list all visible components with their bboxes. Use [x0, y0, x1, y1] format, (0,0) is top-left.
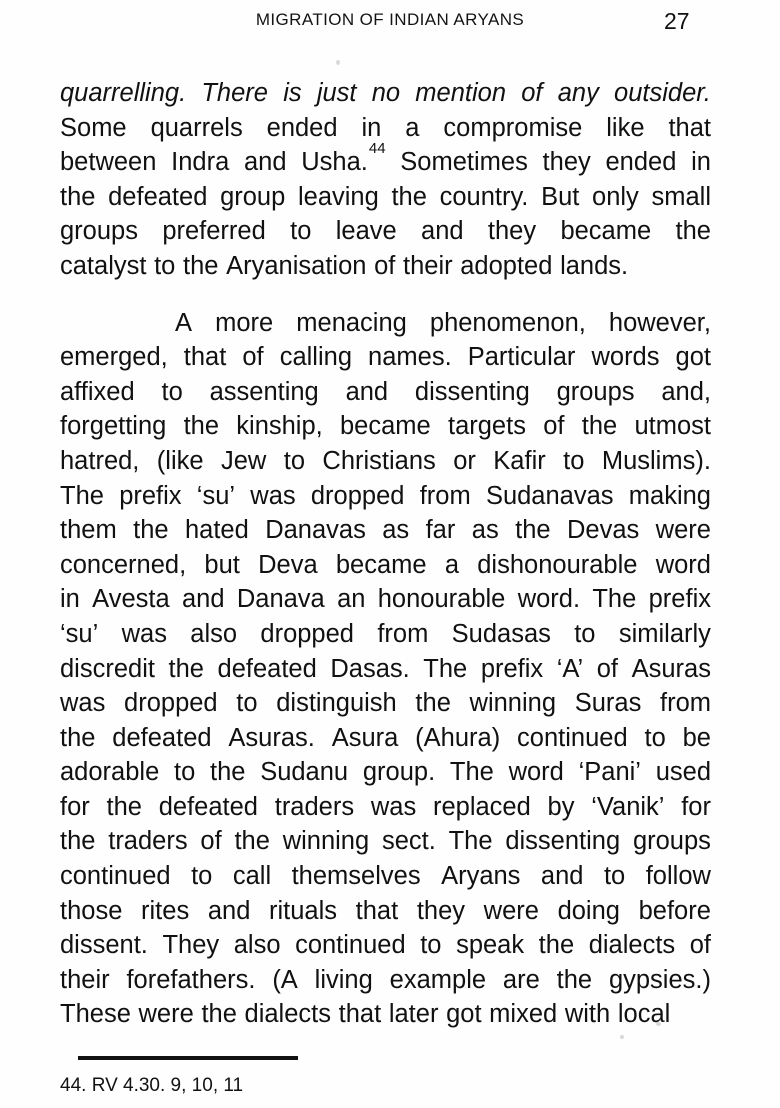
word: that: [355, 896, 399, 925]
word: ‘su’: [60, 619, 99, 648]
word: local: [617, 1000, 671, 1029]
word: the: [60, 827, 96, 856]
word: and: [181, 585, 225, 614]
word: Aryans: [441, 862, 521, 891]
word: themselves: [291, 862, 421, 891]
word: country.: [439, 182, 529, 211]
word: the: [391, 182, 427, 211]
word: the: [183, 251, 219, 280]
word: Muslims).: [601, 446, 711, 475]
word: ended: [605, 148, 677, 177]
text-line: [60, 306, 711, 341]
word: Suras: [574, 689, 642, 718]
word: was: [250, 481, 296, 510]
word: and: [421, 217, 464, 246]
word: for: [60, 792, 90, 821]
text-line: [60, 894, 711, 929]
word: defeated: [158, 792, 258, 821]
word: discredit: [60, 654, 155, 683]
word: were: [655, 516, 711, 545]
word: distinguish: [276, 689, 397, 718]
word: the: [183, 412, 220, 441]
word: to: [191, 862, 213, 891]
word: and,: [661, 377, 711, 406]
text-line: [60, 928, 711, 963]
word: the: [210, 758, 246, 787]
word: mixed: [489, 1000, 558, 1029]
word: word.: [517, 585, 581, 614]
word: in: [691, 148, 711, 177]
word: their: [60, 965, 110, 994]
word: hated: [184, 516, 249, 545]
word: (A: [272, 965, 298, 994]
text-line: [60, 548, 711, 583]
word: assenting: [209, 377, 319, 406]
text-line: [60, 617, 711, 652]
word: Dasas.: [330, 654, 410, 683]
word: Devas: [566, 516, 640, 545]
word: to: [563, 446, 585, 475]
word: Usha.$^{44}$: [301, 139, 386, 177]
word: the: [133, 516, 169, 545]
word: with: [564, 1000, 611, 1029]
word: any: [557, 79, 599, 107]
word: dropped: [310, 481, 405, 510]
word: (Ahura): [415, 723, 501, 752]
text-line: [60, 652, 711, 687]
word: quarrels: [150, 113, 243, 142]
word: The: [448, 827, 493, 856]
text-line: [60, 686, 711, 721]
running-head-title: MIGRATION OF INDIAN ARYANS: [255, 10, 525, 29]
word: dissenting: [505, 827, 621, 856]
word: example: [389, 965, 487, 994]
word: groups: [556, 377, 635, 406]
word: later: [388, 1000, 439, 1029]
word: of: [543, 412, 565, 441]
word: a: [405, 113, 420, 142]
word: the: [415, 689, 451, 718]
word: affixed: [60, 377, 135, 406]
word: that: [338, 1000, 382, 1029]
word: Asuras.: [228, 723, 315, 752]
word: the: [581, 412, 618, 441]
word: continued: [60, 862, 171, 891]
text-line: [60, 721, 711, 756]
word: that: [668, 113, 711, 142]
word: just: [316, 79, 357, 107]
word: dissent.: [60, 931, 148, 960]
text-line: [60, 963, 711, 998]
word: and: [207, 896, 251, 925]
text-line: [60, 479, 711, 514]
word: rituals: [269, 896, 338, 925]
word: call: [232, 862, 272, 891]
paragraph: [60, 306, 711, 1032]
word: sect.: [381, 827, 436, 856]
text-line: [60, 859, 711, 894]
word: A: [175, 308, 193, 337]
word: to: [644, 723, 666, 752]
word: Danava: [236, 585, 325, 614]
running-head: [0, 10, 780, 40]
word: was: [60, 689, 106, 718]
word: phenomenon,: [429, 308, 586, 337]
word: their: [403, 251, 453, 280]
word: groups: [632, 827, 711, 856]
word: ‘Vanik’: [591, 792, 665, 821]
word: similarly: [618, 619, 711, 648]
word: group: [220, 182, 286, 211]
word: is: [283, 79, 302, 107]
word: only: [592, 182, 639, 211]
word: winning: [469, 689, 557, 718]
word: dialects: [244, 1000, 331, 1029]
word: adorable: [60, 758, 160, 787]
word: prefix: [119, 481, 182, 510]
word: ended: [266, 113, 338, 142]
word: Deva: [258, 550, 318, 579]
word: the: [675, 217, 711, 246]
word: dialects: [588, 931, 676, 960]
word: were: [138, 1000, 194, 1029]
word: But: [541, 182, 580, 211]
word: word: [655, 550, 711, 579]
word: traders: [274, 792, 355, 821]
word: making: [628, 481, 711, 510]
paragraph: [60, 76, 711, 284]
word: They: [162, 931, 220, 960]
word: dropped: [260, 619, 354, 648]
word: (like: [156, 446, 204, 475]
text-line: [60, 375, 711, 410]
word: in: [60, 585, 80, 614]
word: the: [106, 792, 142, 821]
word: follow: [645, 862, 711, 891]
footnote-marker[interactable]: 44: [368, 139, 386, 157]
word: the: [538, 931, 575, 960]
word: Christians: [322, 446, 436, 475]
paragraph-indent: [60, 306, 152, 341]
word: to: [420, 931, 442, 960]
word: Asura: [331, 723, 399, 752]
text-line: [60, 180, 711, 215]
word: be: [682, 723, 711, 752]
word: was: [121, 619, 167, 648]
word: utmost: [634, 412, 711, 441]
word: as: [471, 516, 499, 545]
word: The: [449, 758, 494, 787]
word: in: [361, 113, 382, 142]
word: leaving: [297, 182, 379, 211]
text-line: [60, 997, 711, 1032]
scan-speckle: [620, 1035, 624, 1039]
word: like: [606, 113, 645, 142]
word: also: [233, 931, 281, 960]
text-line: [60, 755, 711, 790]
word: hatred,: [60, 446, 140, 475]
word: them: [60, 516, 117, 545]
footnote-separator-rule: [78, 1056, 298, 1060]
word: dishonourable: [477, 550, 638, 579]
word: those: [60, 896, 123, 925]
word: before: [638, 896, 711, 925]
word: however,: [608, 308, 711, 337]
word: adopted: [460, 251, 553, 280]
text-line: [60, 582, 711, 617]
word: forefathers.: [126, 965, 256, 994]
word: Indra: [171, 148, 230, 177]
word: catalyst: [60, 251, 147, 280]
word: ‘A’: [556, 654, 584, 683]
word: and: [243, 148, 287, 177]
word: There: [201, 79, 268, 107]
word: of: [521, 79, 543, 107]
word: became: [560, 217, 652, 246]
word: an: [337, 585, 366, 614]
word: the: [234, 827, 270, 856]
word: of: [242, 343, 264, 372]
word: winning: [282, 827, 370, 856]
word: menacing: [296, 308, 407, 337]
word: a: [444, 550, 460, 579]
text-line: [60, 790, 711, 825]
word: they: [487, 217, 537, 246]
text-line: [60, 444, 711, 479]
word: Sudasas: [451, 619, 551, 648]
word: Asuras: [631, 654, 711, 683]
page-number: 27: [664, 8, 690, 34]
word: from: [419, 481, 471, 510]
word: Sudanu: [260, 758, 349, 787]
word: more: [215, 308, 274, 337]
word: speak: [456, 931, 525, 960]
word: Kafir: [493, 446, 546, 475]
word: defeated: [108, 182, 208, 211]
text-line: [60, 824, 711, 859]
word: to: [161, 377, 183, 406]
word: from: [660, 689, 711, 718]
word: small: [651, 182, 711, 211]
word: Particular: [467, 343, 576, 372]
text-line: [60, 409, 711, 444]
word: the: [201, 1000, 237, 1029]
word: preferred: [162, 217, 266, 246]
word: and: [345, 377, 389, 406]
word: but: [204, 550, 240, 579]
word: Danavas: [265, 516, 366, 545]
word: of: [689, 931, 711, 960]
word: The: [60, 481, 104, 510]
word: no: [371, 79, 401, 107]
word: the: [515, 516, 551, 545]
word: the: [60, 723, 96, 752]
word: groups: [60, 217, 138, 246]
word: the: [60, 182, 96, 211]
word: are: [502, 965, 540, 994]
word: ‘Pani’: [578, 758, 641, 787]
word: dropped: [124, 689, 218, 718]
word: gypsies.): [608, 965, 711, 994]
word: to: [173, 758, 196, 787]
word: to: [290, 217, 312, 246]
word: the: [168, 654, 204, 683]
word: compromise: [443, 113, 583, 142]
word: Some: [60, 113, 127, 142]
word: dissenting: [414, 377, 530, 406]
word: prefix: [648, 585, 711, 614]
word: living: [314, 965, 373, 994]
word: and: [540, 862, 584, 891]
word: to: [603, 862, 626, 891]
word: outsider.: [614, 79, 711, 107]
word: ‘su’: [196, 481, 236, 510]
body-text-block: [60, 76, 711, 1032]
word: to: [283, 446, 306, 475]
word: concerned,: [60, 550, 187, 579]
word: of: [374, 251, 396, 280]
word: of: [596, 654, 619, 683]
text-line: [60, 513, 711, 548]
word: of: [200, 827, 222, 856]
word: to: [154, 251, 176, 280]
word: from: [377, 619, 429, 648]
footnote-text: 44. RV 4.30. 9, 10, 11: [60, 1075, 244, 1096]
word: mention: [415, 79, 507, 107]
word: by: [547, 792, 575, 821]
word: or: [453, 446, 476, 475]
word: targets: [447, 412, 526, 441]
word: to: [574, 619, 596, 648]
word: The: [592, 585, 637, 614]
word: was: [370, 792, 417, 821]
word: continued: [295, 931, 406, 960]
word: became: [340, 412, 431, 441]
text-line: [60, 139, 711, 180]
scan-speckle: [336, 60, 340, 65]
text-line: [60, 76, 711, 111]
word: doing: [557, 896, 620, 925]
word: leave: [335, 217, 397, 246]
word: got: [675, 343, 711, 372]
word: quarrelling.: [60, 79, 187, 107]
word: names.: [368, 343, 452, 372]
text-line: [60, 340, 711, 375]
word: became: [335, 550, 427, 579]
word: traders: [108, 827, 188, 856]
word: also: [190, 619, 238, 648]
text-line: [60, 214, 711, 249]
word: defeated: [217, 654, 317, 683]
word: rites: [141, 896, 190, 925]
word: the: [556, 965, 593, 994]
word: for: [681, 792, 711, 821]
word: Sudanavas: [485, 481, 614, 510]
word: Sometimes: [400, 148, 528, 177]
word: used: [655, 758, 711, 787]
word: emerged,: [60, 343, 168, 372]
word: word: [508, 758, 564, 787]
word: Avesta: [92, 585, 170, 614]
word: got: [446, 1000, 482, 1029]
word: they: [542, 148, 591, 177]
word: forgetting: [60, 412, 167, 441]
word: words: [591, 343, 660, 372]
word: Aryanisation: [226, 251, 367, 280]
word: calling: [279, 343, 352, 372]
word: The: [423, 654, 468, 683]
word: group.: [362, 758, 436, 787]
text-line: [60, 249, 711, 284]
word: These: [60, 1000, 131, 1029]
word: replaced: [432, 792, 531, 821]
word: defeated: [112, 723, 212, 752]
word: to: [236, 689, 258, 718]
word: between: [60, 148, 157, 177]
word: honourable: [377, 585, 506, 614]
word: they: [416, 896, 466, 925]
word: that: [183, 343, 227, 372]
word: continued: [517, 723, 628, 752]
word: as: [382, 516, 410, 545]
word: lands.: [560, 251, 629, 280]
word: prefix: [480, 654, 544, 683]
word: Jew: [220, 446, 267, 475]
word: far: [425, 516, 456, 545]
word: were: [483, 896, 539, 925]
word: kinship,: [236, 412, 323, 441]
